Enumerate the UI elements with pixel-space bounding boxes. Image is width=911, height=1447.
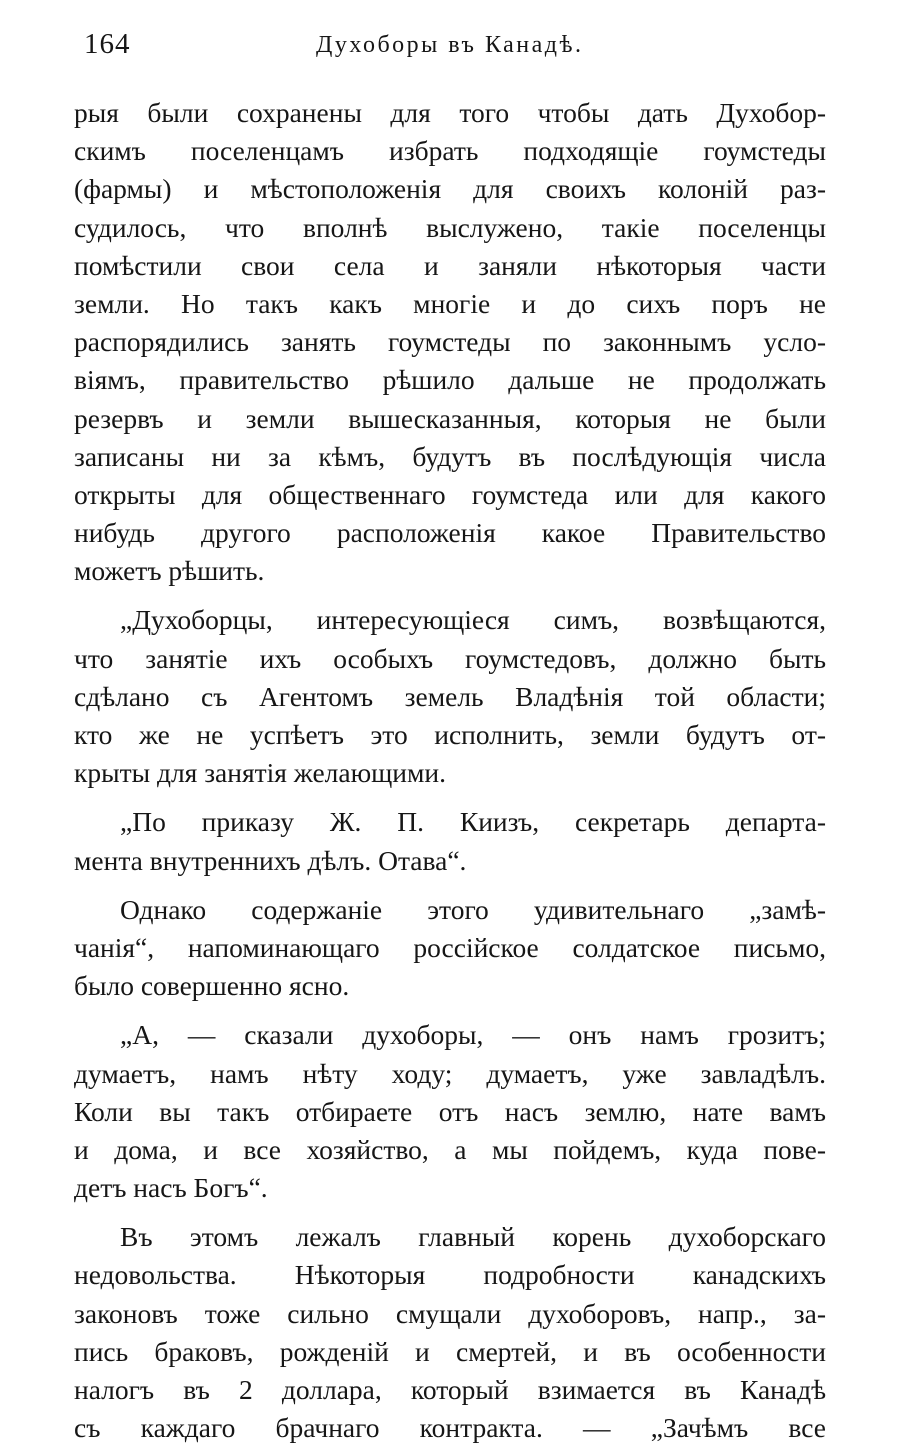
text-line: Однако содержаніе этого удивительнаго „замѣ- <box>120 893 826 925</box>
text-line: судилось, что вполнѣ выслужено, такіе поселенцы <box>74 211 826 243</box>
text-line: „По приказу Ж. П. Киизъ, секретарь департа- <box>120 806 826 838</box>
text-line: крыты для занятія желающими. <box>74 757 447 789</box>
text-line: скимъ поселенцамъ избрать подходящіе гоумстеды <box>74 135 826 167</box>
text-line: віямъ, правительство рѣшило дальше не продолжать <box>74 364 826 396</box>
paragraph <box>74 803 826 879</box>
body-text <box>74 94 826 1447</box>
text-line: мента внутреннихъ дѣлъ. Отава“. <box>74 844 467 876</box>
text-line: распорядились занять гоумстеды по законнымъ усло- <box>74 326 826 358</box>
text-line: и дома, и все хозяйство, а мы пойдемъ, куда пове- <box>74 1133 826 1165</box>
text-line: резервъ и земли вышесказанныя, которыя не были <box>74 402 826 434</box>
page-header <box>84 28 824 72</box>
text-line: налогъ въ 2 доллара, который взимается въ Канадѣ <box>74 1374 826 1405</box>
text-line: законовъ тоже сильно смущали духоборовъ, напр., за- <box>74 1297 826 1329</box>
text-line: кто же не успѣетъ это исполнить, земли будутъ от- <box>74 719 826 750</box>
text-line: земли. Но такъ какъ многіе и до сихъ поръ не <box>74 287 826 319</box>
text-line: пись браковъ, рожденій и смертей, и въ особенности <box>74 1335 826 1367</box>
text-line: что занятіе ихъ особыхъ гоумстедовъ, должно быть <box>74 642 826 674</box>
text-line: съ каждаго брачнаго контракта. — „Зачѣмъ все <box>74 1412 826 1444</box>
text-line: сдѣлано съ Агентомъ земель Владѣнія той области; <box>74 680 826 712</box>
text-line: можетъ рѣшить. <box>74 555 265 587</box>
running-title: Духоборы въ Канадѣ. <box>316 32 584 58</box>
text-line: открыты для общественнаго гоумстеда или для какого <box>74 478 826 510</box>
paragraph <box>74 601 826 792</box>
text-line: Въ этомъ лежалъ главный корень духоборскаго <box>120 1221 826 1253</box>
text-line: Коли вы такъ отбираете отъ насъ землю, нате вамъ <box>74 1095 826 1127</box>
text-line: „А, — сказали духоборы, — онъ намъ грозитъ; <box>120 1019 826 1051</box>
text-line: думаетъ, намъ нѣту ходу; думаетъ, уже завладѣлъ. <box>74 1057 826 1089</box>
text-line: недовольства. Нѣкоторыя подробности канадскихъ <box>74 1259 826 1291</box>
paragraph <box>74 1016 826 1207</box>
text-line: (фармы) и мѣстоположенія для своихъ колоній раз- <box>74 173 826 205</box>
text-line: „Духоборцы, интересующіеся симъ, возвѣщаются, <box>120 604 826 636</box>
paragraph <box>74 94 826 590</box>
text-line: детъ насъ Богъ“. <box>74 1172 268 1204</box>
page-number: 164 <box>84 28 131 60</box>
paragraph <box>74 1218 826 1447</box>
text-line: помѣстили свои села и заняли нѣкоторыя части <box>74 249 826 281</box>
text-line: было совершенно ясно. <box>74 970 350 1002</box>
text-line: рыя были сохранены для того чтобы дать Духобор- <box>74 97 826 128</box>
text-line: записаны ни за кѣмъ, будутъ въ послѣдующія числа <box>74 440 826 472</box>
text-line: нибудь другого расположенія какое Правительство <box>74 517 826 549</box>
paragraph <box>74 891 826 1006</box>
text-line: чанія“, напоминающаго россійское солдатское письмо, <box>74 931 826 963</box>
